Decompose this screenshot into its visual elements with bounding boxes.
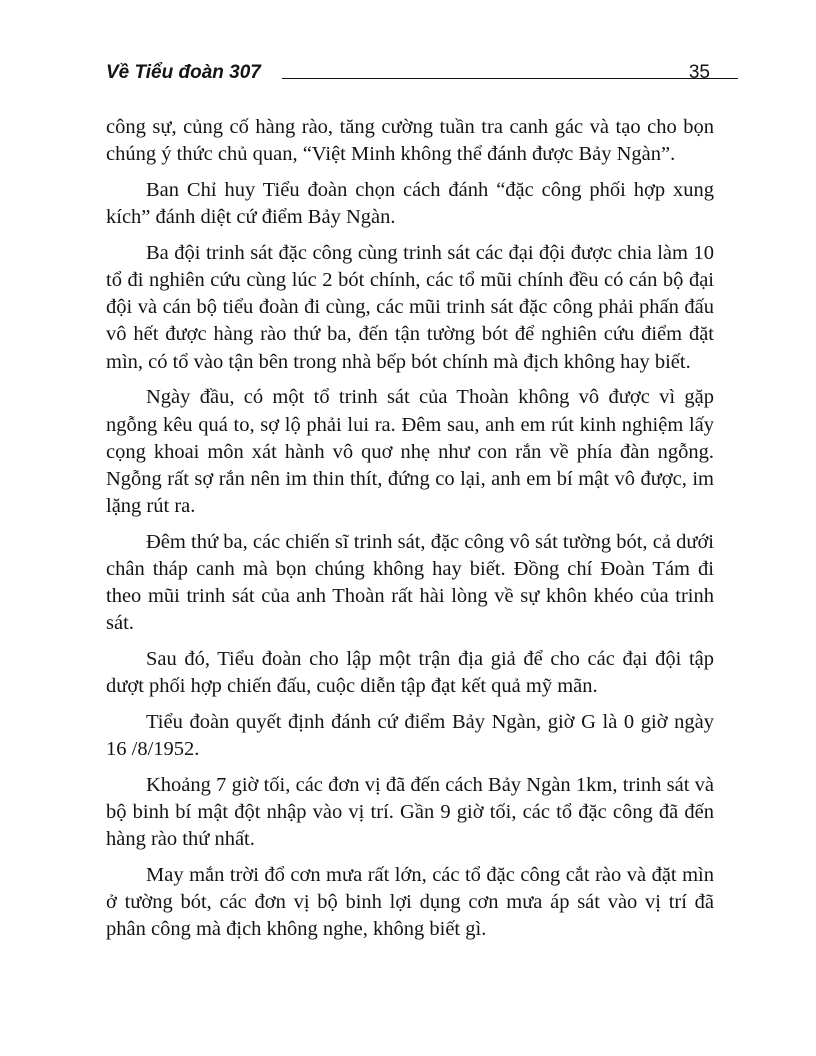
paragraph: Đêm thứ ba, các chiến sĩ trinh sát, đặc công vô sát tường bót, cả dưới chân tháp canh mà bọn chúng không hay biết. Đồng chí Đoàn Tám đi theo mũi trinh sát của anh Thoàn rất hài lòng về sự khôn khéo của trinh sát. bbox=[106, 530, 714, 635]
paragraph: Ban Chỉ huy Tiểu đoàn chọn cách đánh “đặc công phối hợp xung kích” đánh diệt cứ điểm Bảy Ngàn. bbox=[106, 178, 714, 229]
paragraph: Sau đó, Tiểu đoàn cho lập một trận địa giả để cho các đại đội tập dượt phối hợp chiến đấu, cuộc diễn tập đạt kết quả mỹ mãn. bbox=[106, 648, 714, 698]
header-rule bbox=[282, 78, 738, 79]
body-text bbox=[106, 114, 714, 952]
paragraph: May mắn trời đổ cơn mưa rất lớn, các tổ đặc công cắt rào và đặt mìn ở tường bót, các đơn vị bộ binh lợi dụng cơn mưa áp sát vào vị trí đã phân công mà địch không nghe, không biết gì. bbox=[106, 864, 714, 941]
paragraph: Khoảng 7 giờ tối, các đơn vị đã đến cách Bảy Ngàn 1km, trinh sát và bộ binh bí mật đột nhập vào vị trí. Gần 9 giờ tối, các tổ đặc công đã đến hàng rào thứ nhất. bbox=[106, 773, 714, 851]
running-header bbox=[106, 60, 714, 88]
paragraph: Ngày đầu, có một tổ trinh sát của Thoàn không vô được vì gặp ngỗng kêu quá to, sợ lộ phải lui ra. Đêm sau, anh em rút kinh nghiệm lấy cọng khoai môn xát hành vô quơ nhẹ như con rắn về phía đàn ngỗng. Ngỗng rất sợ rắn nên im thin thít, đứng co lại, anh em bí mật vô được, im lặng rút ra. bbox=[106, 386, 714, 518]
paragraph: công sự, củng cố hàng rào, tăng cường tuần tra canh gác và tạo cho bọn chúng ý thức chủ quan, “Việt Minh không thể đánh được Bảy Ngàn”. bbox=[106, 116, 714, 166]
running-header-title: Về Tiểu đoàn 307 bbox=[106, 62, 261, 83]
paragraph: Ba đội trinh sát đặc công cùng trinh sát các đại đội được chia làm 10 tổ đi nghiên cứu cùng lúc 2 bót chính, các tổ mũi chính đều có cán bộ đại đội và cán bộ tiểu đoàn đi cùng, các mũi trinh sát đặc công phải phấn đấu vô hết được hàng rào thứ ba, đến tận tường bót để nghiên cứu điểm đặt mìn, có tổ vào tận bên trong nhà bếp bót chính mà địch không hay biết. bbox=[106, 241, 714, 373]
page-number: 35 bbox=[688, 62, 710, 83]
paragraph: Tiểu đoàn quyết định đánh cứ điểm Bảy Ngàn, giờ G là 0 giờ ngày 16 /8/1952. bbox=[106, 711, 714, 761]
